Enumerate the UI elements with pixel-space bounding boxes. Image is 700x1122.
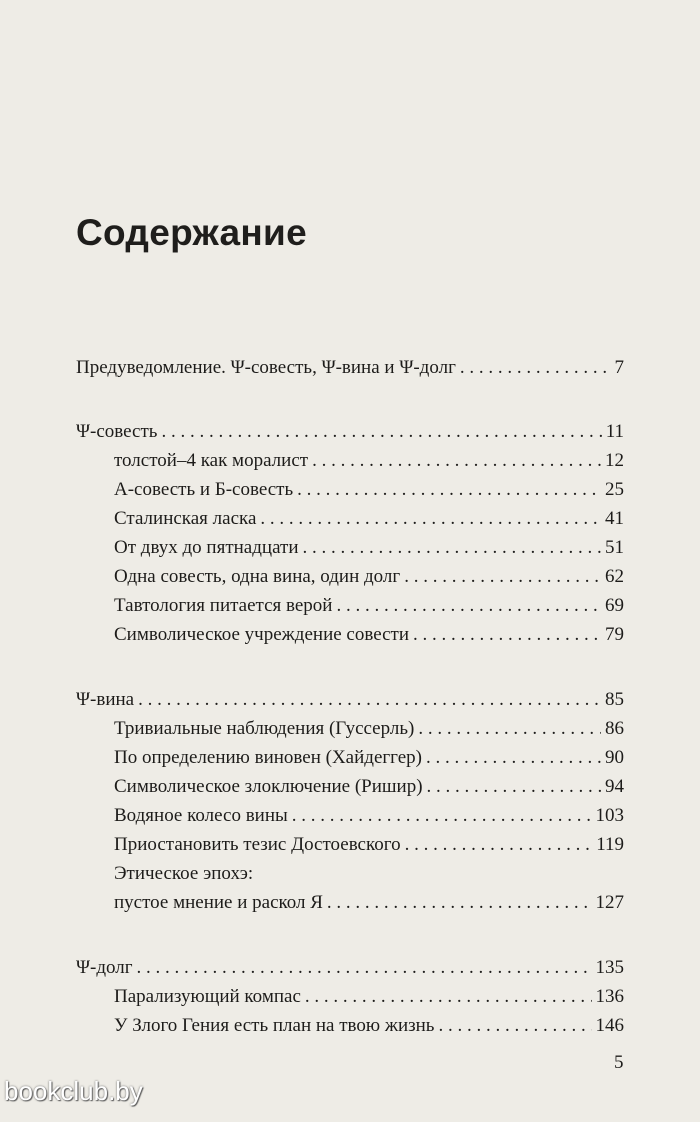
toc-section-row <box>76 685 624 714</box>
toc-page-number: 85 <box>605 689 624 710</box>
page-number: 5 <box>614 1052 624 1073</box>
toc-entry-row <box>76 446 624 475</box>
toc-page-number: 86 <box>605 718 624 739</box>
toc-page-number: 11 <box>605 421 624 442</box>
toc-page-number: 103 <box>595 805 624 826</box>
toc-page-number: 94 <box>605 776 624 797</box>
toc-entry-title: Водяное колесо вины <box>114 805 288 826</box>
toc-entry-row <box>76 888 624 917</box>
page-title: Содержание <box>76 212 307 253</box>
leader-dots <box>413 620 601 649</box>
leader-dots <box>312 446 601 475</box>
leader-dots <box>137 953 592 982</box>
toc-entry-row <box>76 533 624 562</box>
toc-entry-title: Этическое эпохэ: <box>114 863 254 884</box>
toc-page-number: 62 <box>605 566 624 587</box>
toc-page-number: 79 <box>605 624 624 645</box>
leader-dots <box>297 475 601 504</box>
leader-dots <box>161 417 601 446</box>
toc-section-title: Ψ-совесть <box>76 421 158 442</box>
toc-entry-row <box>76 591 624 620</box>
toc-page-number: 41 <box>605 508 624 529</box>
toc-page-number: 7 <box>614 357 624 378</box>
toc-entry-row <box>76 801 624 830</box>
watermark: bookclub.by <box>4 1076 143 1106</box>
toc-entry-row <box>76 620 624 649</box>
toc-entry-title: Парализующий компас <box>114 986 301 1007</box>
toc-entry-title: толстой–4 как моралист <box>114 450 309 471</box>
leader-dots <box>260 504 601 533</box>
leader-dots <box>292 801 592 830</box>
toc-entry-title: Приостановить тезис Достоевского <box>114 834 401 855</box>
leader-dots <box>460 353 611 382</box>
leader-dots <box>138 685 601 714</box>
toc-entry-title: Символическое злоключение (Ришир) <box>114 776 423 797</box>
toc-entry-row <box>76 504 624 533</box>
leader-dots <box>404 562 601 591</box>
toc-entry-title: Сталинская ласка <box>114 508 257 529</box>
toc-section-title: Ψ-долг <box>76 957 133 978</box>
toc-page-number: 12 <box>605 450 624 471</box>
toc-page-number: 69 <box>605 595 624 616</box>
leader-dots <box>438 1011 591 1040</box>
toc-page-number: 51 <box>605 537 624 558</box>
toc-entry-row <box>76 562 624 591</box>
leader-dots <box>418 714 601 743</box>
toc-entry-row <box>76 714 624 743</box>
toc-entry-row <box>76 772 624 801</box>
toc-intro-row <box>76 353 624 382</box>
leader-dots <box>305 982 592 1011</box>
leader-dots <box>303 533 602 562</box>
toc-entry-title: Тривиальные наблюдения (Гуссерль) <box>114 718 415 739</box>
toc-entry-title: А-совесть и Б-совесть <box>114 479 294 500</box>
toc-page-number: 90 <box>605 747 624 768</box>
toc-entry-title: пустое мнение и раскол Я <box>114 892 323 913</box>
toc-entry-row <box>76 982 624 1011</box>
toc-entry-row <box>76 830 624 859</box>
leader-dots <box>426 743 601 772</box>
leader-dots <box>327 888 592 917</box>
toc-section-row <box>76 953 624 982</box>
toc-entry-title: По определению виновен (Хайдеггер) <box>114 747 422 768</box>
toc-entry-row <box>76 475 624 504</box>
toc-entry-title: Тавтология питается верой <box>114 595 333 616</box>
toc-page-number: 119 <box>596 834 624 855</box>
toc-entry-title: Одна совесть, одна вина, один долг <box>114 566 401 587</box>
leader-dots <box>427 772 601 801</box>
toc-page-number: 146 <box>595 1015 624 1036</box>
toc-page-number: 135 <box>595 957 624 978</box>
toc-section-row <box>76 417 624 446</box>
table-of-contents <box>76 353 624 1040</box>
toc-entry-row <box>76 1011 624 1040</box>
toc-page-number: 127 <box>595 892 624 913</box>
toc-page-number: 25 <box>605 479 624 500</box>
toc-entry-title: Предуведомление. Ψ-совесть, Ψ-вина и Ψ-долг <box>76 357 456 378</box>
toc-entry-title: От двух до пятнадцати <box>114 537 299 558</box>
leader-dots <box>336 591 601 620</box>
toc-entry-title: Символическое учреждение совести <box>114 624 410 645</box>
toc-entry-title: У Злого Гения есть план на твою жизнь <box>114 1015 435 1036</box>
toc-entry-row <box>76 743 624 772</box>
toc-entry-row <box>76 859 624 888</box>
leader-dots <box>405 830 593 859</box>
toc-page-number: 136 <box>595 986 624 1007</box>
toc-section-title: Ψ-вина <box>76 689 135 710</box>
